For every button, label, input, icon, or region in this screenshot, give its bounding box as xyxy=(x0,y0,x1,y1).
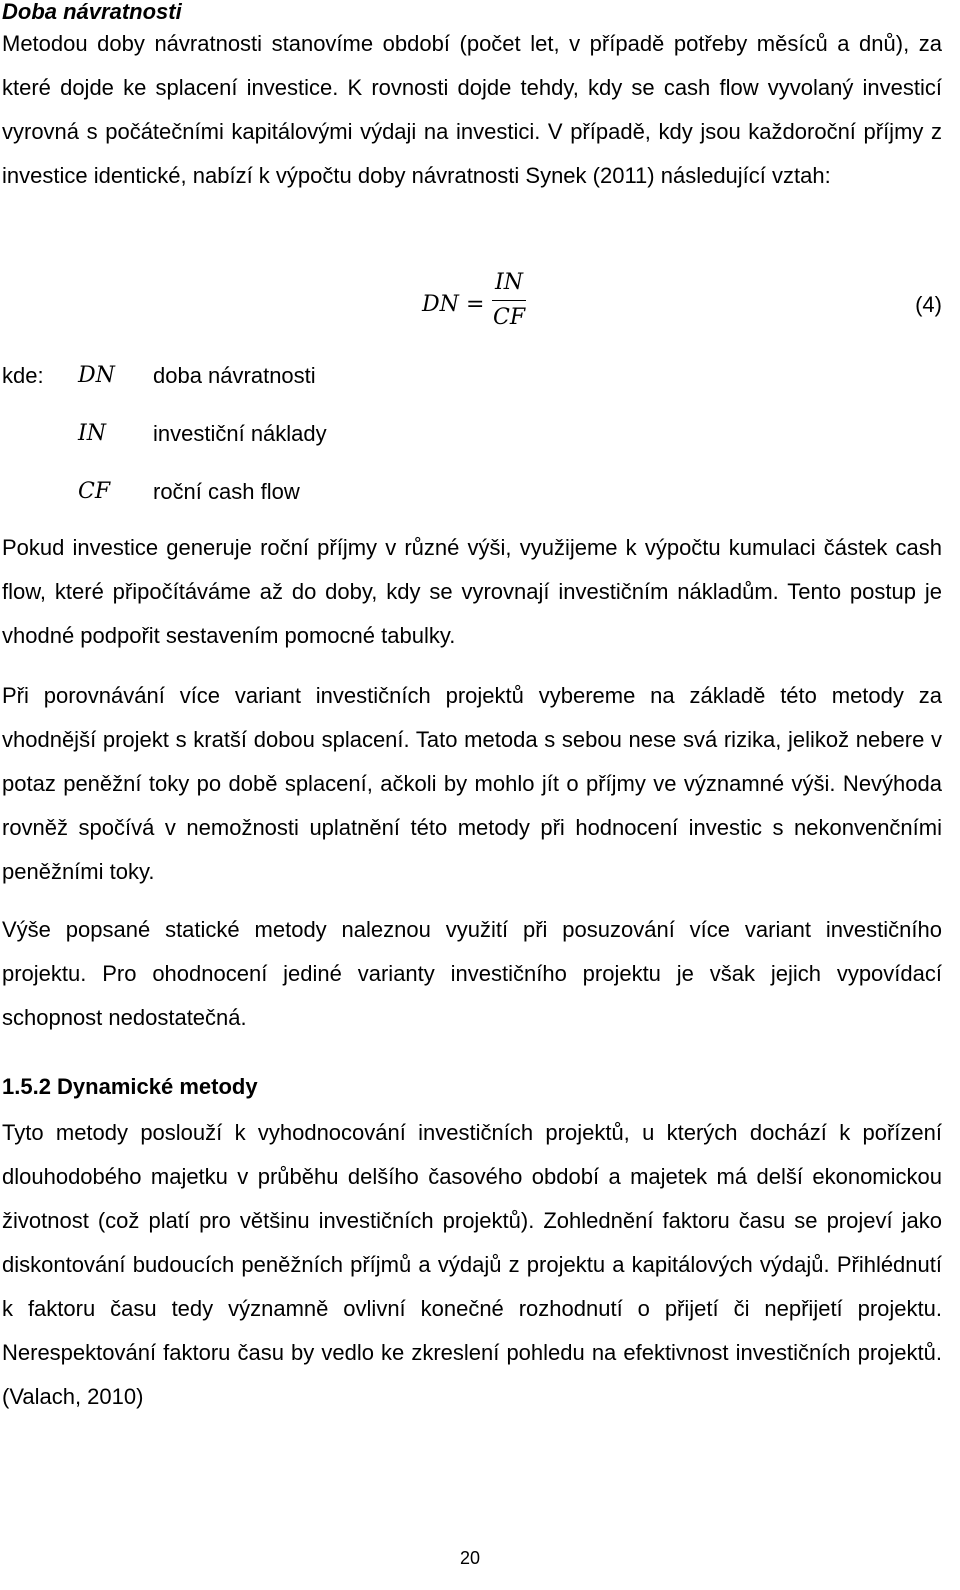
definition-symbol: DN xyxy=(78,363,115,388)
formula-equals: = xyxy=(466,292,485,317)
subsection-heading: Doba návratnosti xyxy=(2,0,182,24)
paragraph-intro: Metodou doby návratnosti stanovíme období (počet let, v případě potřeby měsíců a dnů), za které dojde ke splacení investice. K rovnosti dojde tehdy, kdy se cash flow vyvolaný investicí vyrovná s počátečními kapitálovými výdaji na investici. V případě, kdy jsou každoroční příjmy z investice identické, nabízí k výpočtu doby návratnosti Synek (2011) následující vztah: xyxy=(2,31,942,188)
equation-number: (4) xyxy=(915,292,942,317)
fraction-bar xyxy=(492,300,526,301)
definitions-label: kde: xyxy=(2,363,44,388)
paragraph-cumulation: Pokud investice generuje roční příjmy v různé výši, využijeme k výpočtu kumulaci částek cash flow, které připočítáváme až do doby, kdy se vyrovnají investičním nákladům. Tento postup je vhodné podpořit sestavením pomocné tabulky. xyxy=(2,535,942,648)
definition-text: investiční náklady xyxy=(153,421,327,446)
definition-symbol: CF xyxy=(78,479,111,504)
formula-denominator: CF xyxy=(493,305,526,330)
paragraph-dynamic-methods: Tyto metody poslouží k vyhodnocování investičních projektů, u kterých dochází k pořízení dlouhodobého majetku v průběhu delšího časového období a majetek má delší ekonomickou životnost (což platí pro většinu investičních projektů). Zohlednění faktoru času se projeví jako diskontování budoucích peněžních příjmů a výdajů z projektu a kapitálových výdajů. Přihlédnutí k faktoru času tedy významně ovlivní konečné rozhodnutí o přijetí či nepřijetí projektu. Nerespektování faktoru času by vedlo ke zkreslení pohledu na efektivnost investičních projektů. (Valach, 2010) xyxy=(2,1120,942,1409)
section-title: 1.5.2 Dynamické metody xyxy=(2,1074,258,1099)
definition-text: roční cash flow xyxy=(153,479,300,504)
paragraph-static-methods: Výše popsané statické metody naleznou využití při posuzování více variant investičního projektu. Pro ohodnocení jediné varianty investičního projektu je však jejich vypovídací schopnost nedostatečná. xyxy=(2,917,942,1030)
definition-text: doba návratnosti xyxy=(153,363,316,388)
paragraph-comparison: Při porovnávání více variant investičních projektů vybereme na základě této metody za vhodnější projekt s kratší dobou splacení. Tato metoda s sebou nese svá rizika, jelikož nebere v potaz peněžní toky po době splacení, ačkoli by mohlo jít o příjmy ve významné výši. Nevýhoda rovněž spočívá v nemožnosti uplatnění této metody při hodnocení investic s nekonvenčními peněžními toky. xyxy=(2,683,942,884)
definition-symbol: IN xyxy=(78,421,106,446)
formula-numerator: IN xyxy=(495,270,523,295)
page-number: 20 xyxy=(460,1548,481,1568)
formula-lhs: DN xyxy=(422,292,459,317)
payback-formula xyxy=(400,268,600,340)
